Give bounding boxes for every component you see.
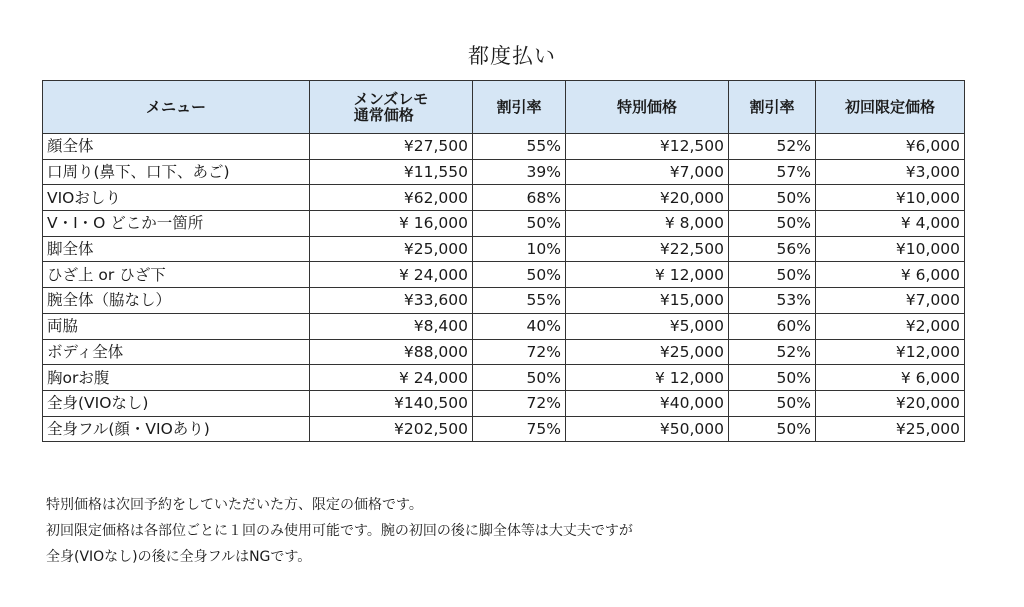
discount-rate-2-cell: 50% [729,211,816,237]
table-row [43,390,965,416]
note-line: 特別価格は次回予約をしていただいた方、限定の価格です。 [46,497,423,513]
discount-rate-2-cell: 50% [729,416,816,442]
special-price-cell: ¥12,500 [566,134,729,160]
table-body [43,134,965,442]
menu-name-cell: 全身(VIOなし) [43,390,310,416]
special-price-cell: ¥ 8,000 [566,211,729,237]
header-regular-price [310,81,473,134]
notes [46,492,633,570]
table-header-row [43,81,965,134]
discount-rate-2-cell: 52% [729,134,816,160]
special-price-cell: ¥20,000 [566,185,729,211]
regular-price-cell: ¥25,000 [310,236,473,262]
menu-name-cell: 口周り(鼻下、口下、あご) [43,159,310,185]
first-time-price-cell: ¥3,000 [816,159,965,185]
table-row [43,313,965,339]
discount-rate-2-cell: 57% [729,159,816,185]
first-time-price-cell: ¥ 4,000 [816,211,965,237]
table-row [43,236,965,262]
menu-name-cell: 顔全体 [43,134,310,160]
regular-price-cell: ¥202,500 [310,416,473,442]
menu-name-cell: 胸orお腹 [43,365,310,391]
special-price-cell: ¥ 12,000 [566,262,729,288]
table-row [43,185,965,211]
discount-rate-2-cell: 50% [729,365,816,391]
table-row [43,288,965,314]
discount-rate-1-cell: 68% [473,185,566,211]
discount-rate-1-cell: 50% [473,365,566,391]
table-row [43,159,965,185]
table-row [43,262,965,288]
discount-rate-1-cell: 55% [473,134,566,160]
discount-rate-1-cell: 72% [473,390,566,416]
first-time-price-cell: ¥10,000 [816,236,965,262]
table-row [43,365,965,391]
discount-rate-1-cell: 50% [473,211,566,237]
regular-price-cell: ¥11,550 [310,159,473,185]
regular-price-cell: ¥140,500 [310,390,473,416]
special-price-cell: ¥ 12,000 [566,365,729,391]
table-row [43,134,965,160]
discount-rate-2-cell: 50% [729,390,816,416]
special-price-cell: ¥40,000 [566,390,729,416]
price-table [42,80,965,442]
discount-rate-1-cell: 50% [473,262,566,288]
page-title: 都度払い [468,44,556,68]
menu-name-cell: 全身フル(顔・VIOあり) [43,416,310,442]
first-time-price-cell: ¥10,000 [816,185,965,211]
discount-rate-2-cell: 53% [729,288,816,314]
first-time-price-cell: ¥12,000 [816,339,965,365]
special-price-cell: ¥50,000 [566,416,729,442]
first-time-price-cell: ¥2,000 [816,313,965,339]
discount-rate-2-cell: 50% [729,262,816,288]
header-menu: メニュー [43,81,310,134]
menu-name-cell: 脚全体 [43,236,310,262]
first-time-price-cell: ¥25,000 [816,416,965,442]
header-regular-price-label: メンズレモ 通常価格 [353,90,429,124]
regular-price-cell: ¥33,600 [310,288,473,314]
special-price-cell: ¥7,000 [566,159,729,185]
header-special-price: 特別価格 [566,81,729,134]
regular-price-cell: ¥88,000 [310,339,473,365]
discount-rate-2-cell: 60% [729,313,816,339]
regular-price-cell: ¥ 16,000 [310,211,473,237]
first-time-price-cell: ¥7,000 [816,288,965,314]
menu-name-cell: VIOおしり [43,185,310,211]
discount-rate-1-cell: 75% [473,416,566,442]
regular-price-cell: ¥8,400 [310,313,473,339]
discount-rate-1-cell: 55% [473,288,566,314]
regular-price-cell: ¥ 24,000 [310,262,473,288]
first-time-price-cell: ¥ 6,000 [816,365,965,391]
table-row [43,339,965,365]
regular-price-cell: ¥ 24,000 [310,365,473,391]
discount-rate-1-cell: 72% [473,339,566,365]
first-time-price-cell: ¥20,000 [816,390,965,416]
special-price-cell: ¥22,500 [566,236,729,262]
note-line: 初回限定価格は各部位ごとに１回のみ使用可能です。腕の初回の後に脚全体等は大丈夫ですが [46,523,633,539]
discount-rate-2-cell: 52% [729,339,816,365]
table-row [43,416,965,442]
regular-price-cell: ¥62,000 [310,185,473,211]
special-price-cell: ¥25,000 [566,339,729,365]
discount-rate-1-cell: 39% [473,159,566,185]
header-discount-rate-2: 割引率 [729,81,816,134]
menu-name-cell: 両脇 [43,313,310,339]
table-row [43,211,965,237]
regular-price-cell: ¥27,500 [310,134,473,160]
menu-name-cell: ひざ上 or ひざ下 [43,262,310,288]
note-line: 全身(VIOなし)の後に全身フルはNGです。 [46,549,312,565]
special-price-cell: ¥5,000 [566,313,729,339]
discount-rate-1-cell: 10% [473,236,566,262]
first-time-price-cell: ¥ 6,000 [816,262,965,288]
menu-name-cell: V・I・O どこか一箇所 [43,211,310,237]
header-first-time-price: 初回限定価格 [816,81,965,134]
header-discount-rate-1: 割引率 [473,81,566,134]
discount-rate-1-cell: 40% [473,313,566,339]
first-time-price-cell: ¥6,000 [816,134,965,160]
special-price-cell: ¥15,000 [566,288,729,314]
menu-name-cell: ボディ全体 [43,339,310,365]
discount-rate-2-cell: 50% [729,185,816,211]
discount-rate-2-cell: 56% [729,236,816,262]
menu-name-cell: 腕全体（脇なし） [43,288,310,314]
